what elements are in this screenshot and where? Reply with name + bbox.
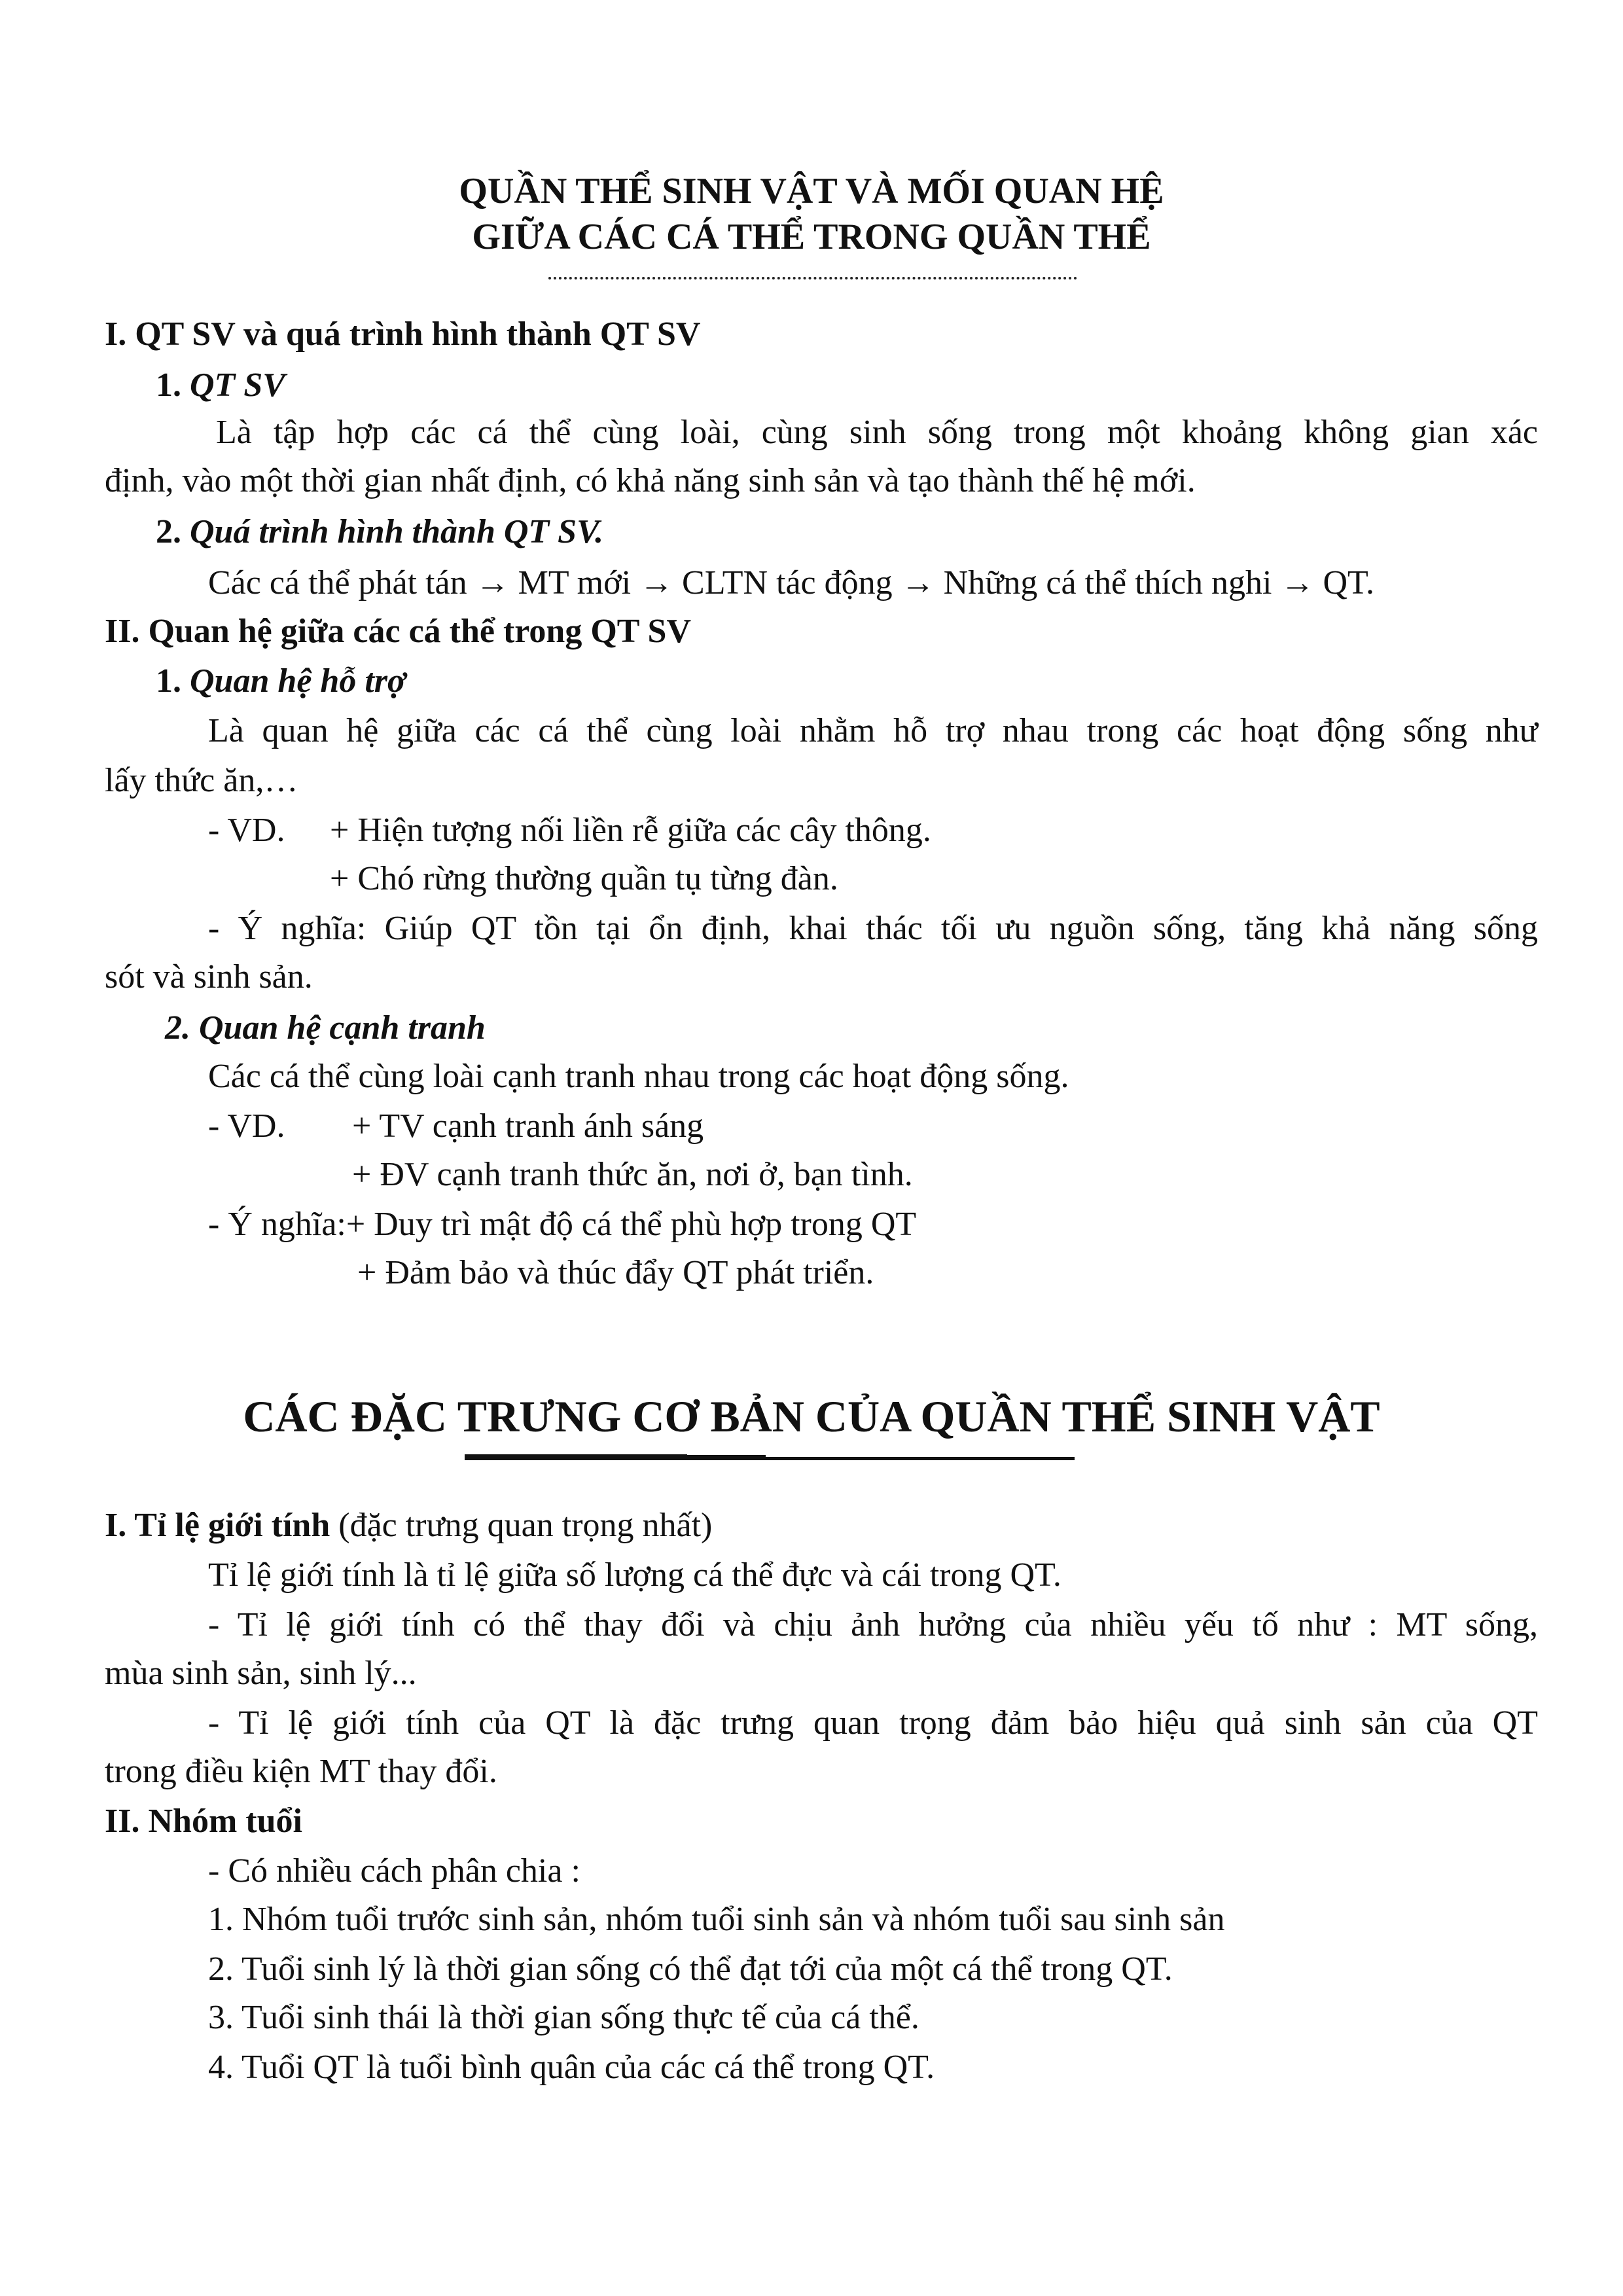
sex-ratio-heading-note: (đặc trưng quan trọng nhất): [338, 1507, 713, 1544]
section-1-sub1-heading: [156, 364, 285, 407]
support-definition-line-1-text: Là quan hệ giữa các cá thể cùng loài nhằm hỗ trợ nhau trong các hoạt động sống như: [208, 712, 1538, 749]
competition-meaning-1: - Ý nghĩa:+ Duy trì mật độ cá thể phù hợp trong QT: [208, 1206, 917, 1243]
definition-line-1-text: Là tập hợp các cá thể cùng loài, cùng sinh sống trong một khoảng không gian xác: [216, 414, 1538, 451]
sex-ratio-definition: Tỉ lệ giới tính là tỉ lệ giữa số lượng cá thể đực và cái trong QT.: [208, 1556, 1061, 1594]
sex-ratio-importance-line-1: [105, 1702, 1538, 1745]
formation-process-line: Các cá thể phát tán → MT mới → CLTN tác động → Những cá thể thích nghi → QT.: [208, 564, 1374, 601]
definition-line-1: [105, 411, 1538, 454]
competition-definition: Các cá thể cùng loài cạnh tranh nhau trong các hoạt động sống.: [208, 1058, 1069, 1095]
age-groups-intro: - Có nhiều cách phân chia :: [208, 1852, 580, 1890]
sub1-title: QT SV: [190, 367, 285, 404]
section-2-heading: II. Quan hệ giữa các cá thể trong QT SV: [105, 613, 692, 650]
competition-example-1: + TV cạnh tranh ánh sáng: [352, 1107, 704, 1145]
support-definition-line-2: lấy thức ăn,…: [105, 762, 298, 799]
document-title-line-2: GIỮA CÁC CÁ THỂ TRONG QUẦN THỂ: [472, 217, 1151, 257]
competition-heading: 2. Quan hệ cạnh tranh: [165, 1009, 486, 1047]
age-groups-item: 4. Tuổi QT là tuổi bình quân của các cá thể trong QT.: [208, 2049, 935, 2086]
definition-line-2: định, vào một thời gian nhất định, có khả năng sinh sản và tạo thành thế hệ mới.: [105, 462, 1196, 499]
sex-ratio-heading: [105, 1504, 712, 1547]
competition-meaning-2: + Đảm bảo và thúc đẩy QT phát triển.: [357, 1254, 874, 1291]
age-groups-item: 1. Nhóm tuổi trước sinh sản, nhóm tuổi sinh sản và nhóm tuổi sau sinh sản: [208, 1901, 1225, 1938]
characteristics-title: CÁC ĐẶC TRƯNG CƠ BẢN CỦA QUẦN THỂ SINH VẬT: [243, 1391, 1380, 1441]
characteristics-title-underline: [465, 1457, 1075, 1460]
support-example-label: - VD.: [208, 812, 285, 849]
sub2-title: Quá trình hình thành QT SV.: [190, 513, 604, 550]
sex-ratio-factors-line-2: mùa sinh sản, sinh lý...: [105, 1655, 417, 1692]
support-meaning-line-1-text: - Ý nghĩa: Giúp QT tồn tại ổn định, khai thác tối ưu nguồn sống, tăng khả năng sống: [208, 910, 1538, 947]
support-title: Quan hệ hỗ trợ: [190, 662, 406, 700]
support-example-2: + Chó rừng thường quần tụ từng đàn.: [330, 860, 838, 897]
sex-ratio-heading-bold: I. Tỉ lệ giới tính: [105, 1507, 330, 1544]
competition-example-2: + ĐV cạnh tranh thức ăn, nơi ở, bạn tình.: [352, 1156, 913, 1193]
sub2-number: 2.: [156, 513, 181, 550]
sub1-number: 1.: [156, 367, 181, 404]
competition-example-label: - VD.: [208, 1107, 285, 1145]
age-groups-item: 3. Tuổi sinh thái là thời gian sống thực tế của cá thể.: [208, 1999, 919, 2036]
sex-ratio-importance-line-2: trong điều kiện MT thay đổi.: [105, 1753, 497, 1790]
sex-ratio-importance-line-1-text: - Tỉ lệ giới tính của QT là đặc trưng quan trọng đảm bảo hiệu quả sinh sản của QT: [208, 1704, 1538, 1742]
support-number: 1.: [156, 662, 181, 700]
document-title-line-1: QUẦN THỂ SINH VẬT VÀ MỐI QUAN HỆ: [459, 171, 1164, 211]
section-1-heading: I. QT SV và quá trình hình thành QT SV: [105, 315, 701, 353]
section-1-sub2-heading: [156, 511, 603, 554]
support-meaning-line-2: sót và sinh sản.: [105, 958, 313, 996]
support-example-1: + Hiện tượng nối liền rễ giữa các cây thông.: [330, 812, 931, 849]
sex-ratio-factors-line-1-text: - Tỉ lệ giới tính có thể thay đổi và chịu ảnh hưởng của nhiều yếu tố như : MT sống,: [208, 1606, 1538, 1643]
age-groups-heading: II. Nhóm tuổi: [105, 1803, 302, 1840]
section-2-sub1-heading: [156, 660, 406, 703]
support-definition-line-1: [105, 709, 1538, 753]
age-groups-item: 2. Tuổi sinh lý là thời gian sống có thể đạt tới của một cá thể trong QT.: [208, 1950, 1173, 1988]
sex-ratio-factors-line-1: [105, 1604, 1538, 1647]
support-meaning-line-1: [105, 907, 1538, 950]
title-dotted-divider: [548, 277, 1077, 279]
